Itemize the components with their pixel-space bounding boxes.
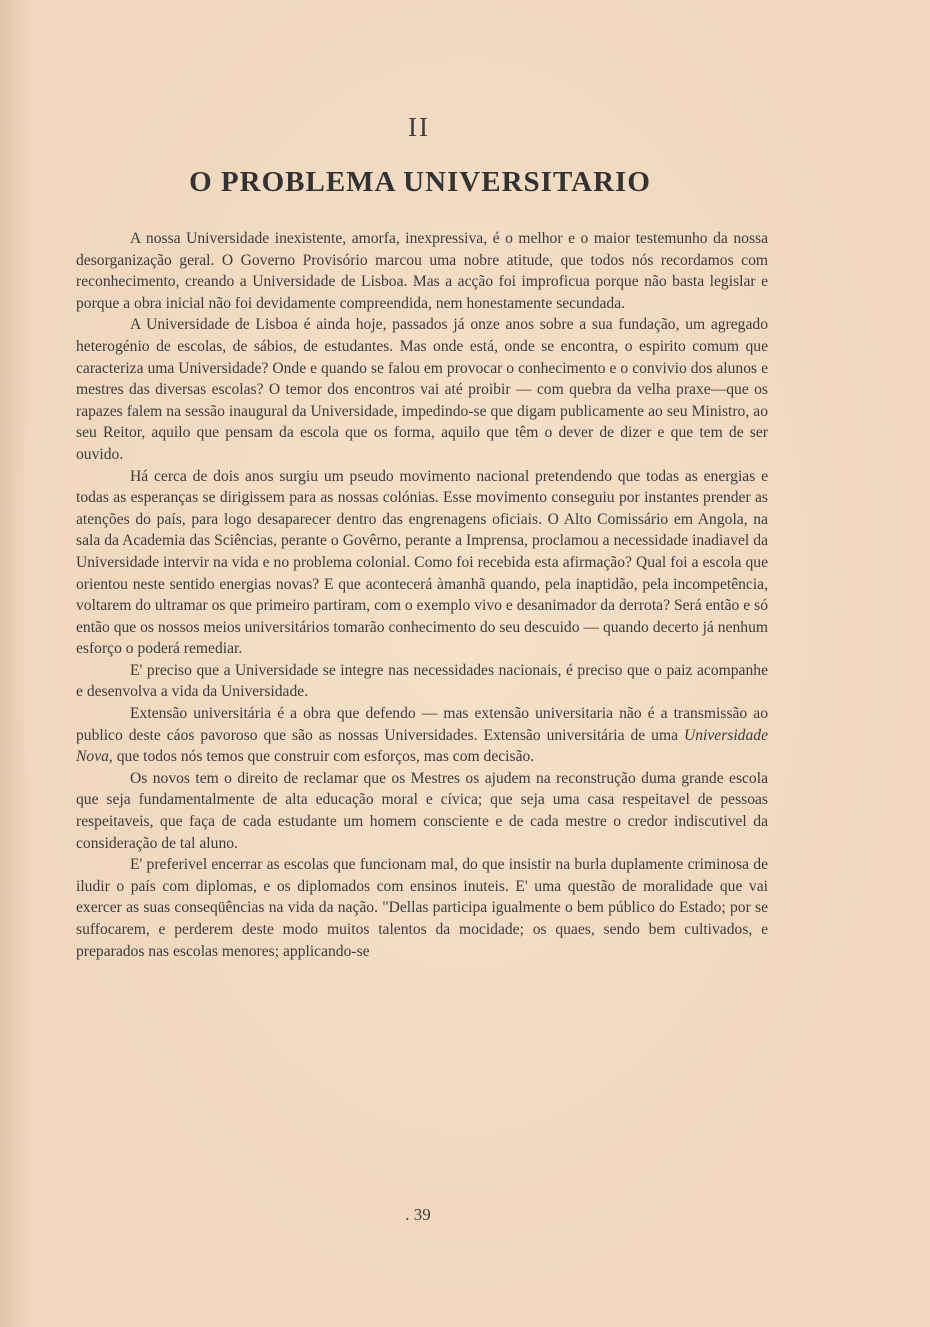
paragraph-2: A Universidade de Lisboa é ainda hoje, passados já onze anos sobre a sua fundação, um agregado heterogénio de escolas, de sábios, de estudantes. Mas onde está, onde se encontra, o espirito comum que caracteriza uma Universidade? Onde e quando se falou em provocar o conhecimento e o convivio dos alunos e mestres das diversas escolas? O temor dos encontros vai até proibir — com quebra da velha praxe—que os rapazes falem na sessão inaugural da Universidade, impedindo-se que digam publicamente ao seu Ministro, ao seu Reitor, aquilo que pensam da escola que os forma, aquilo que têm o dever de dizer e que tem de ser ouvido. bbox=[76, 316, 768, 463]
page-number: . 39 bbox=[405, 1205, 431, 1224]
paragraph-5: Extensão universitária é a obra que defendo — mas extensão universitaria não é a transmissão ao publico deste cáos pavoroso que são as nossas Universidades. Extensão universitária de uma Universidade Nova, que todos nós temos que construir com esforços, mas com decisão. bbox=[76, 705, 768, 766]
chapter-title: O PROBLEMA UNIVERSITARIO bbox=[189, 166, 651, 198]
paragraph-4: E' preciso que a Universidade se integre nas necessidades nacionais, é preciso que o paiz acompanhe e desenvolva a vida da Universidade. bbox=[76, 661, 768, 701]
paragraph-1: A nossa Universidade inexistente, amorfa, inexpressiva, é o melhor e o maior testemunho da nossa desorganização geral. O Governo Provisório marcou uma nobre atitude, que todos nós recordamos com reconhecimento, creando a Universidade de Lisboa. Mas a acção foi improficua porque não basta legislar e porque a obra inicial não foi devidamente compreendida, nem honestamente secundada. bbox=[76, 230, 768, 312]
italic-phrase: Universidade Nova bbox=[76, 726, 768, 766]
paragraph-6: Os novos tem o direito de reclamar que os Mestres os ajudem na reconstrução duma grande escola que seja fundamentalmente de alta educação moral e cívica; que seja uma casa respeitavel de pessoas respeitaveis, que faça de cada estudante um homem consciente e de cada mestre o credor indiscutivel da consideração de tal aluno. bbox=[76, 769, 768, 852]
chapter-body bbox=[76, 228, 768, 962]
chapter-number: II bbox=[408, 112, 430, 142]
paragraph-7: E' preferivel encerrar as escolas que funcionam mal, do que insistir na burla duplamente criminosa de iludir o país com diplomas, e os diplomados com ensinos inuteis. E' uma questão de moralidade que vai exercer as suas conseqüências na vida da nação. "Dellas participa igualmente o bem público do Estado; por se suffocarem, e perderem deste modo muitos talentos da mocidade; os quaes, sendo bem cultivados, e preparados nas escolas menores; applicando-se bbox=[76, 856, 768, 960]
paragraph-3: Há cerca de dois anos surgiu um pseudo movimento nacional pretendendo que todas as energias e todas as esperanças se dirigissem para as nossas colónias. Esse movimento conseguiu por instantes prender as atenções do país, para logo desaparecer dentro das engrenagens oficiais. O Alto Comissário em Angola, na sala da Academia das Sciências, perante o Govêrno, perante a Imprensa, proclamou a necessidade inadiavel da Universidade intervir na vida e no problema colonial. Como foi recebida esta afirmação? Qual foi a escola que orientou neste sentido energias novas? E que acontecerá àmanhã quando, pela inaptidão, pela incompetência, voltarem do ultramar os que primeiro partiram, com o exemplo vivo e desanimador da derrota? Será então e só então que os nossos meios universitários tomarão conhecimento do seu descuido — quando decerto já nenhum esforço o poderá remediar. bbox=[76, 467, 768, 658]
